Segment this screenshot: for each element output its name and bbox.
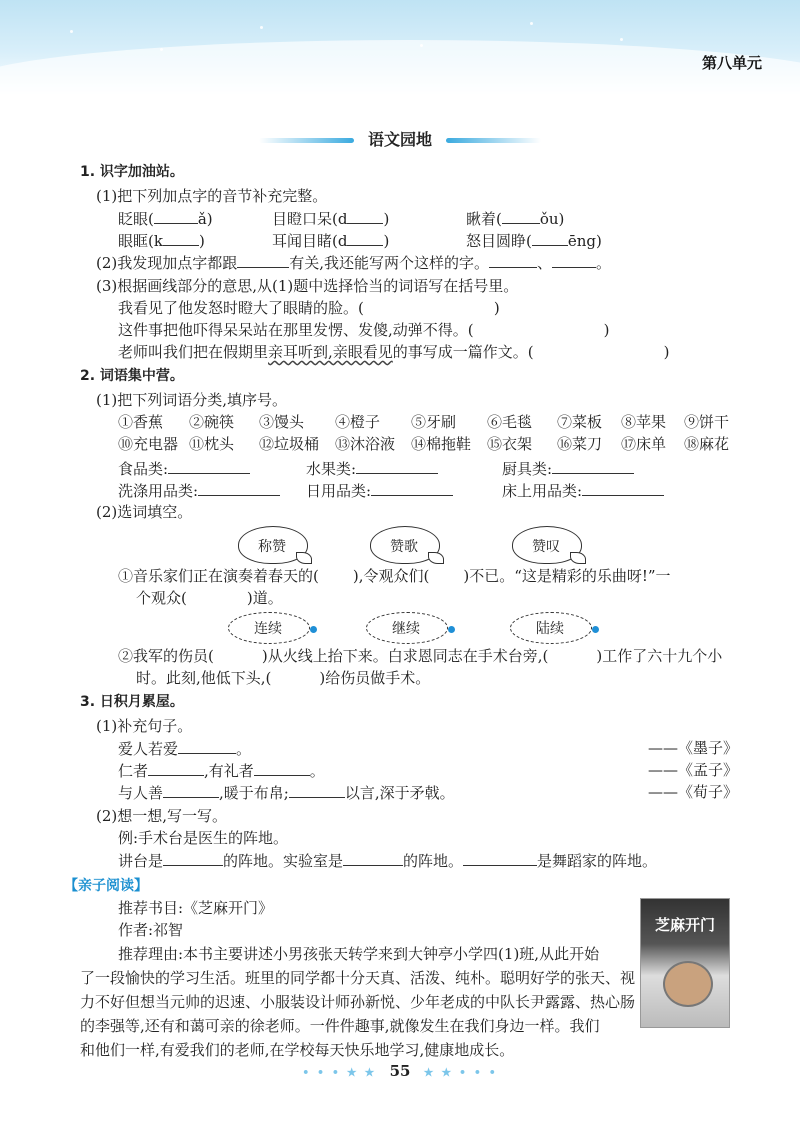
q2-part1: (1)把下列词语分类,填序号。	[96, 391, 288, 409]
answer-blank[interactable]	[163, 850, 223, 866]
book-recommendation: 推荐书目:《芝麻开门》	[118, 899, 274, 917]
book-cover-title: 芝麻开门	[654, 916, 715, 934]
book-cover-image	[640, 898, 730, 1028]
sparkle	[260, 26, 263, 29]
page-footer	[0, 1062, 800, 1080]
quote-source: ——《荀子》	[648, 783, 739, 801]
reading-line: 了一段愉快的学习生活。班里的同学都十分天真、活泼、纯朴。聪明好学的张天、视	[80, 969, 636, 987]
title-bar-left	[259, 138, 354, 143]
answer-blank[interactable]	[178, 738, 236, 754]
reading-line: 的李强等,还有和蔼可亲的徐老师。一件件趣事,就像发生在我们身边一样。我们	[80, 1017, 600, 1035]
q1-title: 1. 识字加油站。	[80, 164, 184, 180]
sparkle	[70, 30, 73, 33]
category-daily: 日用品类:	[306, 480, 453, 501]
word-hedgehog: 继续	[366, 608, 462, 648]
quote-line: 仁者 ,有礼者 。	[118, 762, 325, 780]
reading-tag: 【亲子阅读】	[64, 878, 148, 894]
category-bedding: 床上用品类:	[502, 480, 664, 501]
word-bubble: 称赞	[238, 522, 306, 566]
word-item: ⑯菜刀	[557, 435, 603, 453]
fill-sentence-2: ②我军的伤员( )从火线上抬下来。白求恩同志在手术台旁,( )工作了六十九个小	[118, 647, 723, 665]
word-item: ⑩充电器	[118, 435, 179, 453]
sparkle	[420, 44, 423, 47]
quote-source: ——《墨子》	[648, 739, 739, 757]
answer-blank[interactable]	[356, 458, 438, 474]
header-band	[0, 0, 800, 96]
word-hedgehog: 连续	[228, 608, 324, 648]
unit-title: 第八单元	[701, 54, 762, 72]
q1-part1: (1)把下列加点字的音节补充完整。	[96, 187, 328, 205]
answer-blank[interactable]	[582, 480, 664, 496]
word-item: ⑦菜板	[557, 413, 603, 431]
word-item: ①香蕉	[118, 413, 164, 431]
answer-blank[interactable]	[371, 480, 453, 496]
category-fruit: 水果类:	[306, 458, 438, 479]
answer-blank[interactable]	[347, 230, 383, 246]
word-item: ⑪枕头	[189, 435, 235, 453]
word-item: ⑬沐浴液	[335, 435, 396, 453]
word-hedgehog: 陆续	[510, 608, 606, 648]
answer-blank[interactable]	[289, 782, 345, 798]
answer-blank[interactable]	[198, 480, 280, 496]
word-item: ⑫垃圾桶	[259, 435, 320, 453]
header-wave	[0, 40, 800, 96]
answer-blank[interactable]	[163, 782, 219, 798]
sparkle	[620, 38, 623, 41]
answer-blank[interactable]	[532, 230, 568, 246]
pinyin-item: 眨眼( ǎ)	[118, 210, 213, 228]
word-item: ④橙子	[335, 413, 381, 431]
category-kitchen: 厨具类:	[502, 458, 634, 479]
q1-sentence: 老师叫我们把在假期里亲耳听到,亲眼看见的事写成一篇作文。( )	[118, 343, 670, 361]
word-item: ③馒头	[259, 413, 305, 431]
q3-example: 例:手术台是医生的阵地。	[118, 829, 289, 847]
answer-blank[interactable]	[552, 458, 634, 474]
footer-stars-right: ★ ★ • • •	[423, 1066, 498, 1079]
word-item: ⑤牙刷	[411, 413, 457, 431]
reading-line: 和他们一样,有爱我们的老师,在学校每天快乐地学习,健康地成长。	[80, 1041, 515, 1059]
pinyin-item: 目瞪口呆(d )	[272, 210, 390, 228]
word-item: ⑭棉拖鞋	[411, 435, 472, 453]
q3-part1: (1)补充句子。	[96, 717, 193, 735]
q3-fill: 讲台是 的阵地。实验室是 的阵地。 是舞蹈家的阵地。	[118, 852, 658, 870]
word-bubble: 赞叹	[512, 522, 580, 566]
word-item: ⑨饼干	[684, 413, 730, 431]
title-bar-right	[446, 138, 541, 143]
pinyin-item: 怒目圆睁( ēng)	[466, 232, 602, 250]
answer-blank[interactable]	[463, 850, 537, 866]
pinyin-item: 眼眶(k )	[118, 232, 205, 250]
q2-part2: (2)选词填空。	[96, 503, 193, 521]
answer-blank[interactable]	[237, 252, 289, 268]
answer-blank[interactable]	[168, 458, 250, 474]
q1-sentence: 我看见了他发怒时瞪大了眼睛的脸。( )	[118, 299, 500, 317]
answer-blank[interactable]	[347, 208, 383, 224]
fill-sentence-2b: 时。此刻,他低下头,( )给伤员做手术。	[136, 669, 431, 687]
sparkle	[530, 22, 533, 25]
q1-part2: (2)我发现加点字都跟 有关,我还能写两个这样的字。 、 。	[96, 254, 612, 272]
q1-part3: (3)根据画线部分的意思,从(1)题中选择恰当的词语写在括号里。	[96, 277, 519, 295]
fill-sentence-1: ①音乐家们正在演奏着春天的( ),令观众们( )不已。“这是精彩的乐曲呀!”一	[118, 567, 671, 585]
category-food: 食品类:	[118, 458, 250, 479]
pinyin-item: 瞅着( ǒu)	[466, 210, 565, 228]
section-title-text: 语文园地	[367, 130, 432, 149]
q2-title: 2. 词语集中营。	[80, 368, 184, 384]
footer-stars-left: • • • ★ ★	[302, 1066, 377, 1079]
fill-sentence-1b: 个观众( )道。	[136, 589, 283, 607]
reading-line: 推荐理由:本书主要讲述小男孩张天转学来到大钟亭小学四(1)班,从此开始	[118, 945, 600, 963]
word-item: ⑰床单	[621, 435, 667, 453]
word-item: ⑮衣架	[487, 435, 533, 453]
quote-source: ——《孟子》	[648, 761, 739, 779]
word-item: ⑧苹果	[621, 413, 667, 431]
word-item: ②碗筷	[189, 413, 235, 431]
page-number: 55	[389, 1062, 411, 1080]
reading-line: 力不好但想当元帅的迟速、小服装设计师孙新悦、少年老成的中队长尹露露、热心肠	[80, 993, 636, 1011]
quote-line: 与人善 ,暖于布帛; 以言,深于矛戟。	[118, 784, 455, 802]
answer-blank[interactable]	[552, 252, 596, 268]
quote-line: 爱人若爱 。	[118, 740, 252, 758]
category-toiletry: 洗涤用品类:	[118, 480, 280, 501]
q3-part2: (2)想一想,写一写。	[96, 807, 228, 825]
book-cover-illustration	[663, 961, 713, 1007]
q1-sentence: 这件事把他吓得呆呆站在那里发愣、发傻,动弹不得。( )	[118, 321, 610, 339]
answer-blank[interactable]	[254, 760, 310, 776]
book-author: 作者:祁智	[118, 921, 184, 939]
answer-blank[interactable]	[148, 760, 204, 776]
q3-title: 3. 日积月累屋。	[80, 694, 184, 710]
answer-blank[interactable]	[489, 252, 537, 268]
answer-blank[interactable]	[163, 230, 199, 246]
sparkle	[160, 48, 163, 51]
word-item: ⑥毛毯	[487, 413, 533, 431]
section-title	[0, 127, 800, 150]
word-bubble: 赞歌	[370, 522, 438, 566]
word-item: ⑱麻花	[684, 435, 730, 453]
pinyin-item: 耳闻目睹(d )	[272, 232, 390, 250]
answer-blank[interactable]	[154, 208, 198, 224]
answer-blank[interactable]	[502, 208, 540, 224]
answer-blank[interactable]	[343, 850, 403, 866]
